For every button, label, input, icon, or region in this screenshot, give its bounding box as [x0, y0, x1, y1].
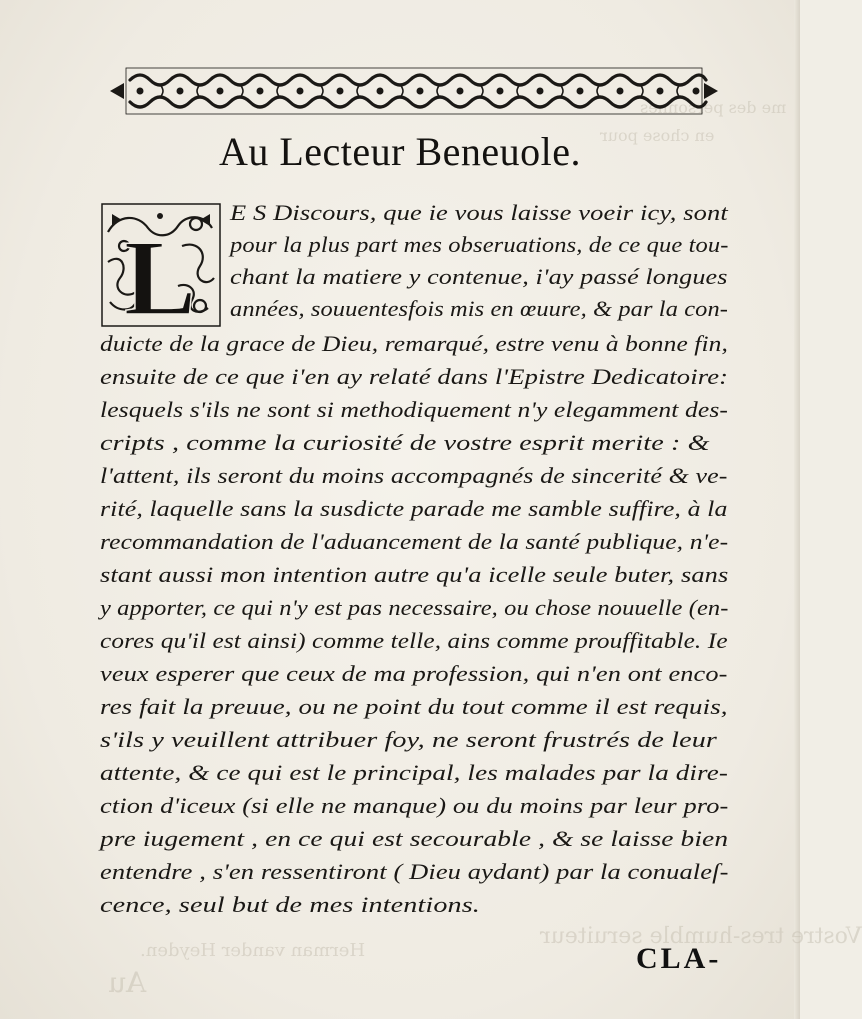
- body-text-line: années, souuentesfois mis en œuure, & par la con-: [230, 296, 729, 321]
- body-text-line: pour la plus part mes obseruations, de ce que tou-: [230, 232, 729, 257]
- body-text-line: ction d'iceux (si elle ne manque) ou du moins par leur pro-: [100, 793, 729, 818]
- body-text-line: pre iugement , en ce qui est secourable , & se laisse bien: [100, 826, 729, 851]
- body-text-line: s'ils y veuillent attribuer foy, ne seront frustrés de leur: [100, 727, 717, 752]
- body-text-line: stant aussi mon intention autre qu'a icelle seule buter, sans: [100, 562, 729, 587]
- body-text-line: cence, seul but de mes intentions.: [100, 892, 480, 917]
- body-text-line: rité, laquelle sans la susdicte parade me samble suffire, à la: [100, 496, 728, 521]
- body-text-line: entendre , s'en ressentiront ( Dieu aydant) par la conualeſ-: [100, 859, 729, 884]
- show-through-ghost-text: Herman vander Heyden.: [140, 940, 366, 961]
- body-text-line: res fait la preuue, ou ne point du tout comme il est requis,: [100, 694, 728, 719]
- show-through-ghost-text: en chose pour: [600, 126, 715, 145]
- catchword: CLA-: [636, 942, 722, 975]
- show-through-ghost-text: me des personnes: [640, 98, 787, 117]
- body-text-line: E S Discours, que ie vous laisse voeir icy, sont: [230, 200, 728, 225]
- body-text-line: cores qu'il est ainsi) comme telle, ains comme prouffitable. Ie: [100, 628, 728, 653]
- show-through-ghost-text: Vostre tres-humble seruiteur: [540, 924, 862, 949]
- body-text-line: attente, & ce qui est le principal, les malades par la dire-: [100, 760, 728, 785]
- body-text-line: l'attent, ils seront du moins accompagnés de sincerité & ve-: [100, 463, 728, 488]
- body-text-line: chant la matiere y contenue, i'ay passé longues: [230, 264, 728, 289]
- drop-cap-initial: [100, 202, 222, 338]
- page-title: Au Lecteur Beneuole.: [218, 129, 582, 174]
- body-text-line: recommandation de l'aduancement de la santé publique, n'e-: [100, 529, 729, 554]
- ornament-headpiece: [108, 66, 720, 116]
- body-text-line: lesquels s'ils ne sont si methodiquement n'y elegamment des-: [100, 397, 729, 422]
- body-text-line: duicte de la grace de Dieu, remarqué, estre venu à bonne fin,: [100, 331, 728, 356]
- body-text-line: ensuite de ce que i'en ay relaté dans l'Epistre Dedicatoire:: [100, 364, 729, 389]
- drop-cap-letter: L: [123, 219, 197, 338]
- show-through-ghost-text: Au: [108, 966, 147, 999]
- body-text-line: veux esperer que ceux de ma profession, qui n'en ont enco-: [100, 661, 728, 686]
- body-text-line: cripts , comme la curiosité de vostre esprit merite : &: [100, 430, 710, 455]
- body-text-line: y apporter, ce qui n'y est pas necessaire, ou chose nouuelle (en-: [100, 595, 729, 620]
